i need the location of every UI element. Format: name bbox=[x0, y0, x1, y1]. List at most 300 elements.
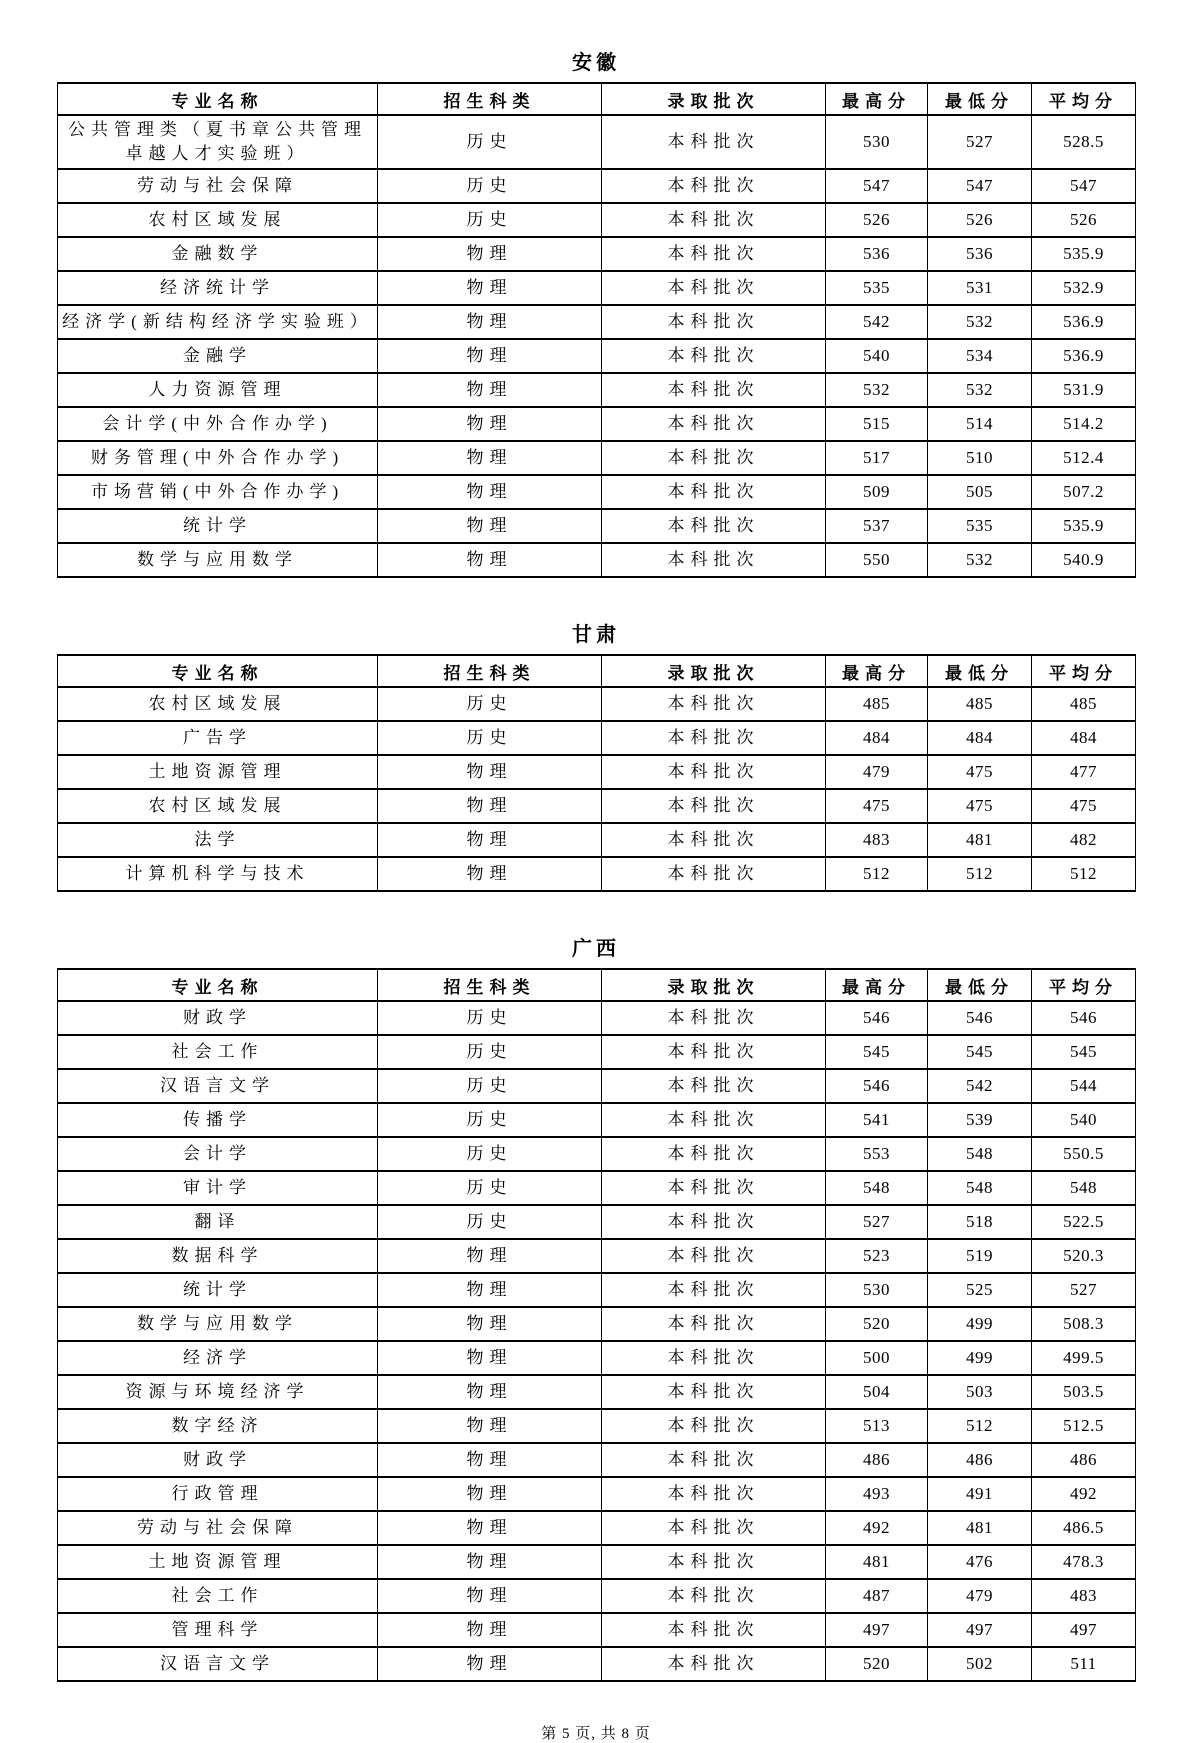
admission-batch-cell: 本科批次 bbox=[602, 1579, 826, 1613]
subject-category-cell: 物理 bbox=[378, 305, 602, 339]
admission-batch-cell: 本科批次 bbox=[602, 441, 826, 475]
highest-score-cell: 484 bbox=[826, 721, 928, 755]
admission-batch-cell: 本科批次 bbox=[602, 857, 826, 891]
average-score-cell: 535.9 bbox=[1032, 509, 1136, 543]
province-title-anhui: 安徽 bbox=[572, 52, 620, 74]
major-name-cell: 农村区域发展 bbox=[58, 789, 378, 823]
subject-category-cell: 历史 bbox=[378, 1137, 602, 1171]
table-row bbox=[58, 1477, 1136, 1511]
average-score-cell: 486 bbox=[1032, 1443, 1136, 1477]
lowest-score-cell: 505 bbox=[928, 475, 1032, 509]
lowest-score-cell: 526 bbox=[928, 203, 1032, 237]
major-name-cell: 会计学 bbox=[58, 1137, 378, 1171]
highest-score-cell: 553 bbox=[826, 1137, 928, 1171]
col-header-lowest-score: 最低分 bbox=[928, 969, 1032, 1001]
table-row bbox=[58, 1035, 1136, 1069]
lowest-score-cell: 499 bbox=[928, 1307, 1032, 1341]
table-row bbox=[58, 373, 1136, 407]
highest-score-cell: 546 bbox=[826, 1001, 928, 1035]
major-name-cell: 审计学 bbox=[58, 1171, 378, 1205]
subject-category-cell: 物理 bbox=[378, 1613, 602, 1647]
admission-batch-cell: 本科批次 bbox=[602, 407, 826, 441]
average-score-cell: 484 bbox=[1032, 721, 1136, 755]
col-header-average-score: 平均分 bbox=[1032, 83, 1136, 115]
highest-score-cell: 520 bbox=[826, 1647, 928, 1681]
admission-batch-cell: 本科批次 bbox=[602, 1647, 826, 1681]
highest-score-cell: 475 bbox=[826, 789, 928, 823]
subject-category-cell: 物理 bbox=[378, 755, 602, 789]
major-name-cell: 广告学 bbox=[58, 721, 378, 755]
subject-category-cell: 物理 bbox=[378, 1477, 602, 1511]
table-row bbox=[58, 823, 1136, 857]
lowest-score-cell: 518 bbox=[928, 1205, 1032, 1239]
table-row bbox=[58, 237, 1136, 271]
table-row bbox=[58, 1239, 1136, 1273]
average-score-cell: 492 bbox=[1032, 1477, 1136, 1511]
subject-category-cell: 物理 bbox=[378, 271, 602, 305]
subject-category-cell: 物理 bbox=[378, 857, 602, 891]
major-name-cell: 汉语言文学 bbox=[58, 1647, 378, 1681]
subject-category-cell: 物理 bbox=[378, 1341, 602, 1375]
subject-category-cell: 历史 bbox=[378, 1205, 602, 1239]
major-name-cell: 行政管理 bbox=[58, 1477, 378, 1511]
highest-score-cell: 548 bbox=[826, 1171, 928, 1205]
subject-category-cell: 物理 bbox=[378, 823, 602, 857]
lowest-score-cell: 510 bbox=[928, 441, 1032, 475]
highest-score-cell: 550 bbox=[826, 543, 928, 577]
major-name-cell: 统计学 bbox=[58, 1273, 378, 1307]
highest-score-cell: 483 bbox=[826, 823, 928, 857]
col-header-highest-score: 最高分 bbox=[826, 83, 928, 115]
table-row bbox=[58, 169, 1136, 203]
subject-category-cell: 物理 bbox=[378, 789, 602, 823]
lowest-score-cell: 485 bbox=[928, 687, 1032, 721]
major-name-cell: 人力资源管理 bbox=[58, 373, 378, 407]
table-row bbox=[58, 857, 1136, 891]
admission-batch-cell: 本科批次 bbox=[602, 1103, 826, 1137]
highest-score-cell: 517 bbox=[826, 441, 928, 475]
lowest-score-cell: 475 bbox=[928, 789, 1032, 823]
table-row bbox=[58, 115, 1136, 169]
average-score-cell: 531.9 bbox=[1032, 373, 1136, 407]
highest-score-cell: 536 bbox=[826, 237, 928, 271]
subject-category-cell: 物理 bbox=[378, 509, 602, 543]
scores-table-guangxi bbox=[57, 968, 1136, 1682]
col-header-admission-batch: 录取批次 bbox=[602, 969, 826, 1001]
highest-score-cell: 540 bbox=[826, 339, 928, 373]
highest-score-cell: 547 bbox=[826, 169, 928, 203]
average-score-cell: 536.9 bbox=[1032, 339, 1136, 373]
admission-batch-cell: 本科批次 bbox=[602, 1205, 826, 1239]
admission-batch-cell: 本科批次 bbox=[602, 237, 826, 271]
major-name-cell: 劳动与社会保障 bbox=[58, 1511, 378, 1545]
average-score-cell: 486.5 bbox=[1032, 1511, 1136, 1545]
admission-batch-cell: 本科批次 bbox=[602, 1477, 826, 1511]
admission-batch-cell: 本科批次 bbox=[602, 1273, 826, 1307]
table-row bbox=[58, 305, 1136, 339]
table-row bbox=[58, 1205, 1136, 1239]
average-score-cell: 477 bbox=[1032, 755, 1136, 789]
average-score-cell: 550.5 bbox=[1032, 1137, 1136, 1171]
col-header-highest-score: 最高分 bbox=[826, 655, 928, 687]
major-name-cell: 经济学 bbox=[58, 1341, 378, 1375]
col-header-highest-score: 最高分 bbox=[826, 969, 928, 1001]
header-row bbox=[58, 83, 1136, 115]
table-row bbox=[58, 1409, 1136, 1443]
average-score-cell: 511 bbox=[1032, 1647, 1136, 1681]
admission-batch-cell: 本科批次 bbox=[602, 543, 826, 577]
subject-category-cell: 物理 bbox=[378, 1443, 602, 1477]
highest-score-cell: 526 bbox=[826, 203, 928, 237]
lowest-score-cell: 512 bbox=[928, 1409, 1032, 1443]
subject-category-cell: 物理 bbox=[378, 339, 602, 373]
table-row bbox=[58, 721, 1136, 755]
admission-batch-cell: 本科批次 bbox=[602, 687, 826, 721]
highest-score-cell: 542 bbox=[826, 305, 928, 339]
major-name-cell: 统计学 bbox=[58, 509, 378, 543]
highest-score-cell: 486 bbox=[826, 1443, 928, 1477]
admission-batch-cell: 本科批次 bbox=[602, 755, 826, 789]
major-name-cell: 数字经济 bbox=[58, 1409, 378, 1443]
table-row bbox=[58, 1307, 1136, 1341]
highest-score-cell: 479 bbox=[826, 755, 928, 789]
table-row bbox=[58, 687, 1136, 721]
major-name-cell: 计算机科学与技术 bbox=[58, 857, 378, 891]
average-score-cell: 475 bbox=[1032, 789, 1136, 823]
major-name-cell: 金融数学 bbox=[58, 237, 378, 271]
subject-category-cell: 物理 bbox=[378, 1375, 602, 1409]
highest-score-cell: 485 bbox=[826, 687, 928, 721]
admission-batch-cell: 本科批次 bbox=[602, 1069, 826, 1103]
lowest-score-cell: 484 bbox=[928, 721, 1032, 755]
major-name-cell: 财政学 bbox=[58, 1443, 378, 1477]
lowest-score-cell: 548 bbox=[928, 1171, 1032, 1205]
admission-batch-cell: 本科批次 bbox=[602, 721, 826, 755]
average-score-cell: 512.4 bbox=[1032, 441, 1136, 475]
average-score-cell: 482 bbox=[1032, 823, 1136, 857]
subject-category-cell: 物理 bbox=[378, 1273, 602, 1307]
major-name-cell: 市场营销(中外合作办学) bbox=[58, 475, 378, 509]
table-row bbox=[58, 339, 1136, 373]
subject-category-cell: 历史 bbox=[378, 721, 602, 755]
highest-score-cell: 532 bbox=[826, 373, 928, 407]
average-score-cell: 478.3 bbox=[1032, 1545, 1136, 1579]
highest-score-cell: 504 bbox=[826, 1375, 928, 1409]
highest-score-cell: 487 bbox=[826, 1579, 928, 1613]
table-row bbox=[58, 1171, 1136, 1205]
lowest-score-cell: 539 bbox=[928, 1103, 1032, 1137]
col-header-average-score: 平均分 bbox=[1032, 655, 1136, 687]
average-score-cell: 532.9 bbox=[1032, 271, 1136, 305]
admission-batch-cell: 本科批次 bbox=[602, 1307, 826, 1341]
col-header-average-score: 平均分 bbox=[1032, 969, 1136, 1001]
average-score-cell: 547 bbox=[1032, 169, 1136, 203]
average-score-cell: 512.5 bbox=[1032, 1409, 1136, 1443]
subject-category-cell: 历史 bbox=[378, 115, 602, 169]
major-name-cell: 翻译 bbox=[58, 1205, 378, 1239]
major-name-cell: 经济学(新结构经济学实验班） bbox=[58, 305, 378, 339]
highest-score-cell: 492 bbox=[826, 1511, 928, 1545]
admission-batch-cell: 本科批次 bbox=[602, 115, 826, 169]
subject-category-cell: 历史 bbox=[378, 1001, 602, 1035]
highest-score-cell: 541 bbox=[826, 1103, 928, 1137]
highest-score-cell: 530 bbox=[826, 1273, 928, 1307]
average-score-cell: 514.2 bbox=[1032, 407, 1136, 441]
highest-score-cell: 535 bbox=[826, 271, 928, 305]
admission-batch-cell: 本科批次 bbox=[602, 339, 826, 373]
major-name-cell: 金融学 bbox=[58, 339, 378, 373]
lowest-score-cell: 536 bbox=[928, 237, 1032, 271]
lowest-score-cell: 514 bbox=[928, 407, 1032, 441]
major-name-cell: 土地资源管理 bbox=[58, 1545, 378, 1579]
lowest-score-cell: 531 bbox=[928, 271, 1032, 305]
admission-batch-cell: 本科批次 bbox=[602, 271, 826, 305]
average-score-cell: 485 bbox=[1032, 687, 1136, 721]
major-name-cell: 资源与环境经济学 bbox=[58, 1375, 378, 1409]
average-score-cell: 497 bbox=[1032, 1613, 1136, 1647]
major-name-cell: 数学与应用数学 bbox=[58, 543, 378, 577]
subject-category-cell: 物理 bbox=[378, 1579, 602, 1613]
col-header-subject-category: 招生科类 bbox=[378, 83, 602, 115]
lowest-score-cell: 525 bbox=[928, 1273, 1032, 1307]
highest-score-cell: 513 bbox=[826, 1409, 928, 1443]
lowest-score-cell: 519 bbox=[928, 1239, 1032, 1273]
subject-category-cell: 物理 bbox=[378, 1409, 602, 1443]
subject-category-cell: 物理 bbox=[378, 237, 602, 271]
lowest-score-cell: 548 bbox=[928, 1137, 1032, 1171]
average-score-cell: 545 bbox=[1032, 1035, 1136, 1069]
admission-batch-cell: 本科批次 bbox=[602, 1511, 826, 1545]
average-score-cell: 535.9 bbox=[1032, 237, 1136, 271]
average-score-cell: 540.9 bbox=[1032, 543, 1136, 577]
table-row bbox=[58, 1545, 1136, 1579]
table-row bbox=[58, 1443, 1136, 1477]
subject-category-cell: 物理 bbox=[378, 543, 602, 577]
subject-category-cell: 历史 bbox=[378, 1069, 602, 1103]
table-row bbox=[58, 441, 1136, 475]
col-header-admission-batch: 录取批次 bbox=[602, 83, 826, 115]
average-score-cell: 507.2 bbox=[1032, 475, 1136, 509]
average-score-cell: 544 bbox=[1032, 1069, 1136, 1103]
table-row bbox=[58, 1375, 1136, 1409]
highest-score-cell: 515 bbox=[826, 407, 928, 441]
major-name-cell: 法学 bbox=[58, 823, 378, 857]
lowest-score-cell: 534 bbox=[928, 339, 1032, 373]
admission-batch-cell: 本科批次 bbox=[602, 823, 826, 857]
table-row bbox=[58, 1579, 1136, 1613]
col-header-subject-category: 招生科类 bbox=[378, 655, 602, 687]
table-row bbox=[58, 789, 1136, 823]
table-row bbox=[58, 755, 1136, 789]
major-name-cell: 农村区域发展 bbox=[58, 203, 378, 237]
table-header bbox=[58, 969, 1136, 1001]
average-score-cell: 526 bbox=[1032, 203, 1136, 237]
major-name-cell: 劳动与社会保障 bbox=[58, 169, 378, 203]
admission-batch-cell: 本科批次 bbox=[602, 1171, 826, 1205]
admission-batch-cell: 本科批次 bbox=[602, 1035, 826, 1069]
lowest-score-cell: 481 bbox=[928, 1511, 1032, 1545]
lowest-score-cell: 535 bbox=[928, 509, 1032, 543]
table-row bbox=[58, 1069, 1136, 1103]
table-row bbox=[58, 271, 1136, 305]
lowest-score-cell: 527 bbox=[928, 115, 1032, 169]
average-score-cell: 527 bbox=[1032, 1273, 1136, 1307]
admission-batch-cell: 本科批次 bbox=[602, 475, 826, 509]
average-score-cell: 503.5 bbox=[1032, 1375, 1136, 1409]
subject-category-cell: 物理 bbox=[378, 1647, 602, 1681]
subject-category-cell: 历史 bbox=[378, 203, 602, 237]
subject-category-cell: 物理 bbox=[378, 1545, 602, 1579]
major-name-cell: 经济统计学 bbox=[58, 271, 378, 305]
major-name-cell: 数学与应用数学 bbox=[58, 1307, 378, 1341]
table-row bbox=[58, 509, 1136, 543]
subject-category-cell: 历史 bbox=[378, 687, 602, 721]
admission-batch-cell: 本科批次 bbox=[602, 1613, 826, 1647]
section-gansu bbox=[57, 622, 1135, 892]
admission-batch-cell: 本科批次 bbox=[602, 1545, 826, 1579]
highest-score-cell: 530 bbox=[826, 115, 928, 169]
table-row bbox=[58, 407, 1136, 441]
table-row bbox=[58, 203, 1136, 237]
admission-batch-cell: 本科批次 bbox=[602, 169, 826, 203]
subject-category-cell: 物理 bbox=[378, 407, 602, 441]
highest-score-cell: 546 bbox=[826, 1069, 928, 1103]
admission-batch-cell: 本科批次 bbox=[602, 305, 826, 339]
col-header-subject-category: 招生科类 bbox=[378, 969, 602, 1001]
highest-score-cell: 545 bbox=[826, 1035, 928, 1069]
header-row bbox=[58, 655, 1136, 687]
scores-table-gansu bbox=[57, 654, 1136, 892]
lowest-score-cell: 486 bbox=[928, 1443, 1032, 1477]
highest-score-cell: 520 bbox=[826, 1307, 928, 1341]
major-name-cell: 数据科学 bbox=[58, 1239, 378, 1273]
major-name-cell: 财政学 bbox=[58, 1001, 378, 1035]
col-header-lowest-score: 最低分 bbox=[928, 83, 1032, 115]
highest-score-cell: 509 bbox=[826, 475, 928, 509]
highest-score-cell: 537 bbox=[826, 509, 928, 543]
major-name-cell: 汉语言文学 bbox=[58, 1069, 378, 1103]
major-name-cell: 公共管理类（夏书章公共管理卓越人才实验班） bbox=[58, 115, 378, 169]
lowest-score-cell: 502 bbox=[928, 1647, 1032, 1681]
table-row bbox=[58, 1103, 1136, 1137]
average-score-cell: 536.9 bbox=[1032, 305, 1136, 339]
lowest-score-cell: 503 bbox=[928, 1375, 1032, 1409]
major-name-cell: 土地资源管理 bbox=[58, 755, 378, 789]
average-score-cell: 546 bbox=[1032, 1001, 1136, 1035]
major-name-cell: 农村区域发展 bbox=[58, 687, 378, 721]
lowest-score-cell: 547 bbox=[928, 169, 1032, 203]
subject-category-cell: 物理 bbox=[378, 441, 602, 475]
subject-category-cell: 历史 bbox=[378, 1035, 602, 1069]
table-row bbox=[58, 1511, 1136, 1545]
admission-batch-cell: 本科批次 bbox=[602, 1239, 826, 1273]
table-row bbox=[58, 1273, 1136, 1307]
subject-category-cell: 物理 bbox=[378, 475, 602, 509]
average-score-cell: 520.3 bbox=[1032, 1239, 1136, 1273]
major-name-cell: 社会工作 bbox=[58, 1579, 378, 1613]
lowest-score-cell: 546 bbox=[928, 1001, 1032, 1035]
average-score-cell: 499.5 bbox=[1032, 1341, 1136, 1375]
subject-category-cell: 物理 bbox=[378, 1307, 602, 1341]
col-header-major-name: 专业名称 bbox=[58, 655, 378, 687]
table-header bbox=[58, 655, 1136, 687]
major-name-cell: 传播学 bbox=[58, 1103, 378, 1137]
table-row bbox=[58, 1137, 1136, 1171]
admission-batch-cell: 本科批次 bbox=[602, 1137, 826, 1171]
major-name-cell: 社会工作 bbox=[58, 1035, 378, 1069]
table-header bbox=[58, 83, 1136, 115]
average-score-cell: 528.5 bbox=[1032, 115, 1136, 169]
section-guangxi bbox=[57, 936, 1135, 1682]
lowest-score-cell: 532 bbox=[928, 305, 1032, 339]
major-name-cell: 管理科学 bbox=[58, 1613, 378, 1647]
lowest-score-cell: 545 bbox=[928, 1035, 1032, 1069]
highest-score-cell: 497 bbox=[826, 1613, 928, 1647]
header-row bbox=[58, 969, 1136, 1001]
highest-score-cell: 523 bbox=[826, 1239, 928, 1273]
highest-score-cell: 527 bbox=[826, 1205, 928, 1239]
lowest-score-cell: 479 bbox=[928, 1579, 1032, 1613]
average-score-cell: 522.5 bbox=[1032, 1205, 1136, 1239]
table-row bbox=[58, 475, 1136, 509]
table-row bbox=[58, 1613, 1136, 1647]
lowest-score-cell: 497 bbox=[928, 1613, 1032, 1647]
lowest-score-cell: 491 bbox=[928, 1477, 1032, 1511]
admission-batch-cell: 本科批次 bbox=[602, 1001, 826, 1035]
average-score-cell: 483 bbox=[1032, 1579, 1136, 1613]
subject-category-cell: 物理 bbox=[378, 1511, 602, 1545]
lowest-score-cell: 481 bbox=[928, 823, 1032, 857]
subject-category-cell: 历史 bbox=[378, 1171, 602, 1205]
lowest-score-cell: 475 bbox=[928, 755, 1032, 789]
admission-batch-cell: 本科批次 bbox=[602, 789, 826, 823]
page-footer: 第 5 页, 共 8 页 bbox=[541, 1726, 651, 1742]
highest-score-cell: 512 bbox=[826, 857, 928, 891]
admission-batch-cell: 本科批次 bbox=[602, 509, 826, 543]
col-header-major-name: 专业名称 bbox=[58, 83, 378, 115]
table-row bbox=[58, 1001, 1136, 1035]
admission-batch-cell: 本科批次 bbox=[602, 203, 826, 237]
average-score-cell: 548 bbox=[1032, 1171, 1136, 1205]
province-title-gansu: 甘肃 bbox=[572, 624, 620, 646]
lowest-score-cell: 542 bbox=[928, 1069, 1032, 1103]
admission-batch-cell: 本科批次 bbox=[602, 373, 826, 407]
subject-category-cell: 历史 bbox=[378, 169, 602, 203]
average-score-cell: 508.3 bbox=[1032, 1307, 1136, 1341]
major-name-cell: 财务管理(中外合作办学) bbox=[58, 441, 378, 475]
highest-score-cell: 481 bbox=[826, 1545, 928, 1579]
lowest-score-cell: 512 bbox=[928, 857, 1032, 891]
col-header-admission-batch: 录取批次 bbox=[602, 655, 826, 687]
lowest-score-cell: 532 bbox=[928, 373, 1032, 407]
highest-score-cell: 500 bbox=[826, 1341, 928, 1375]
province-title-guangxi: 广西 bbox=[572, 938, 620, 960]
section-anhui bbox=[57, 50, 1135, 578]
admission-batch-cell: 本科批次 bbox=[602, 1443, 826, 1477]
major-name-cell: 会计学(中外合作办学) bbox=[58, 407, 378, 441]
lowest-score-cell: 532 bbox=[928, 543, 1032, 577]
average-score-cell: 540 bbox=[1032, 1103, 1136, 1137]
average-score-cell: 512 bbox=[1032, 857, 1136, 891]
table-row bbox=[58, 1341, 1136, 1375]
subject-category-cell: 历史 bbox=[378, 1103, 602, 1137]
highest-score-cell: 493 bbox=[826, 1477, 928, 1511]
scores-table-anhui bbox=[57, 82, 1136, 578]
admission-batch-cell: 本科批次 bbox=[602, 1375, 826, 1409]
lowest-score-cell: 476 bbox=[928, 1545, 1032, 1579]
table-row bbox=[58, 543, 1136, 577]
lowest-score-cell: 499 bbox=[928, 1341, 1032, 1375]
